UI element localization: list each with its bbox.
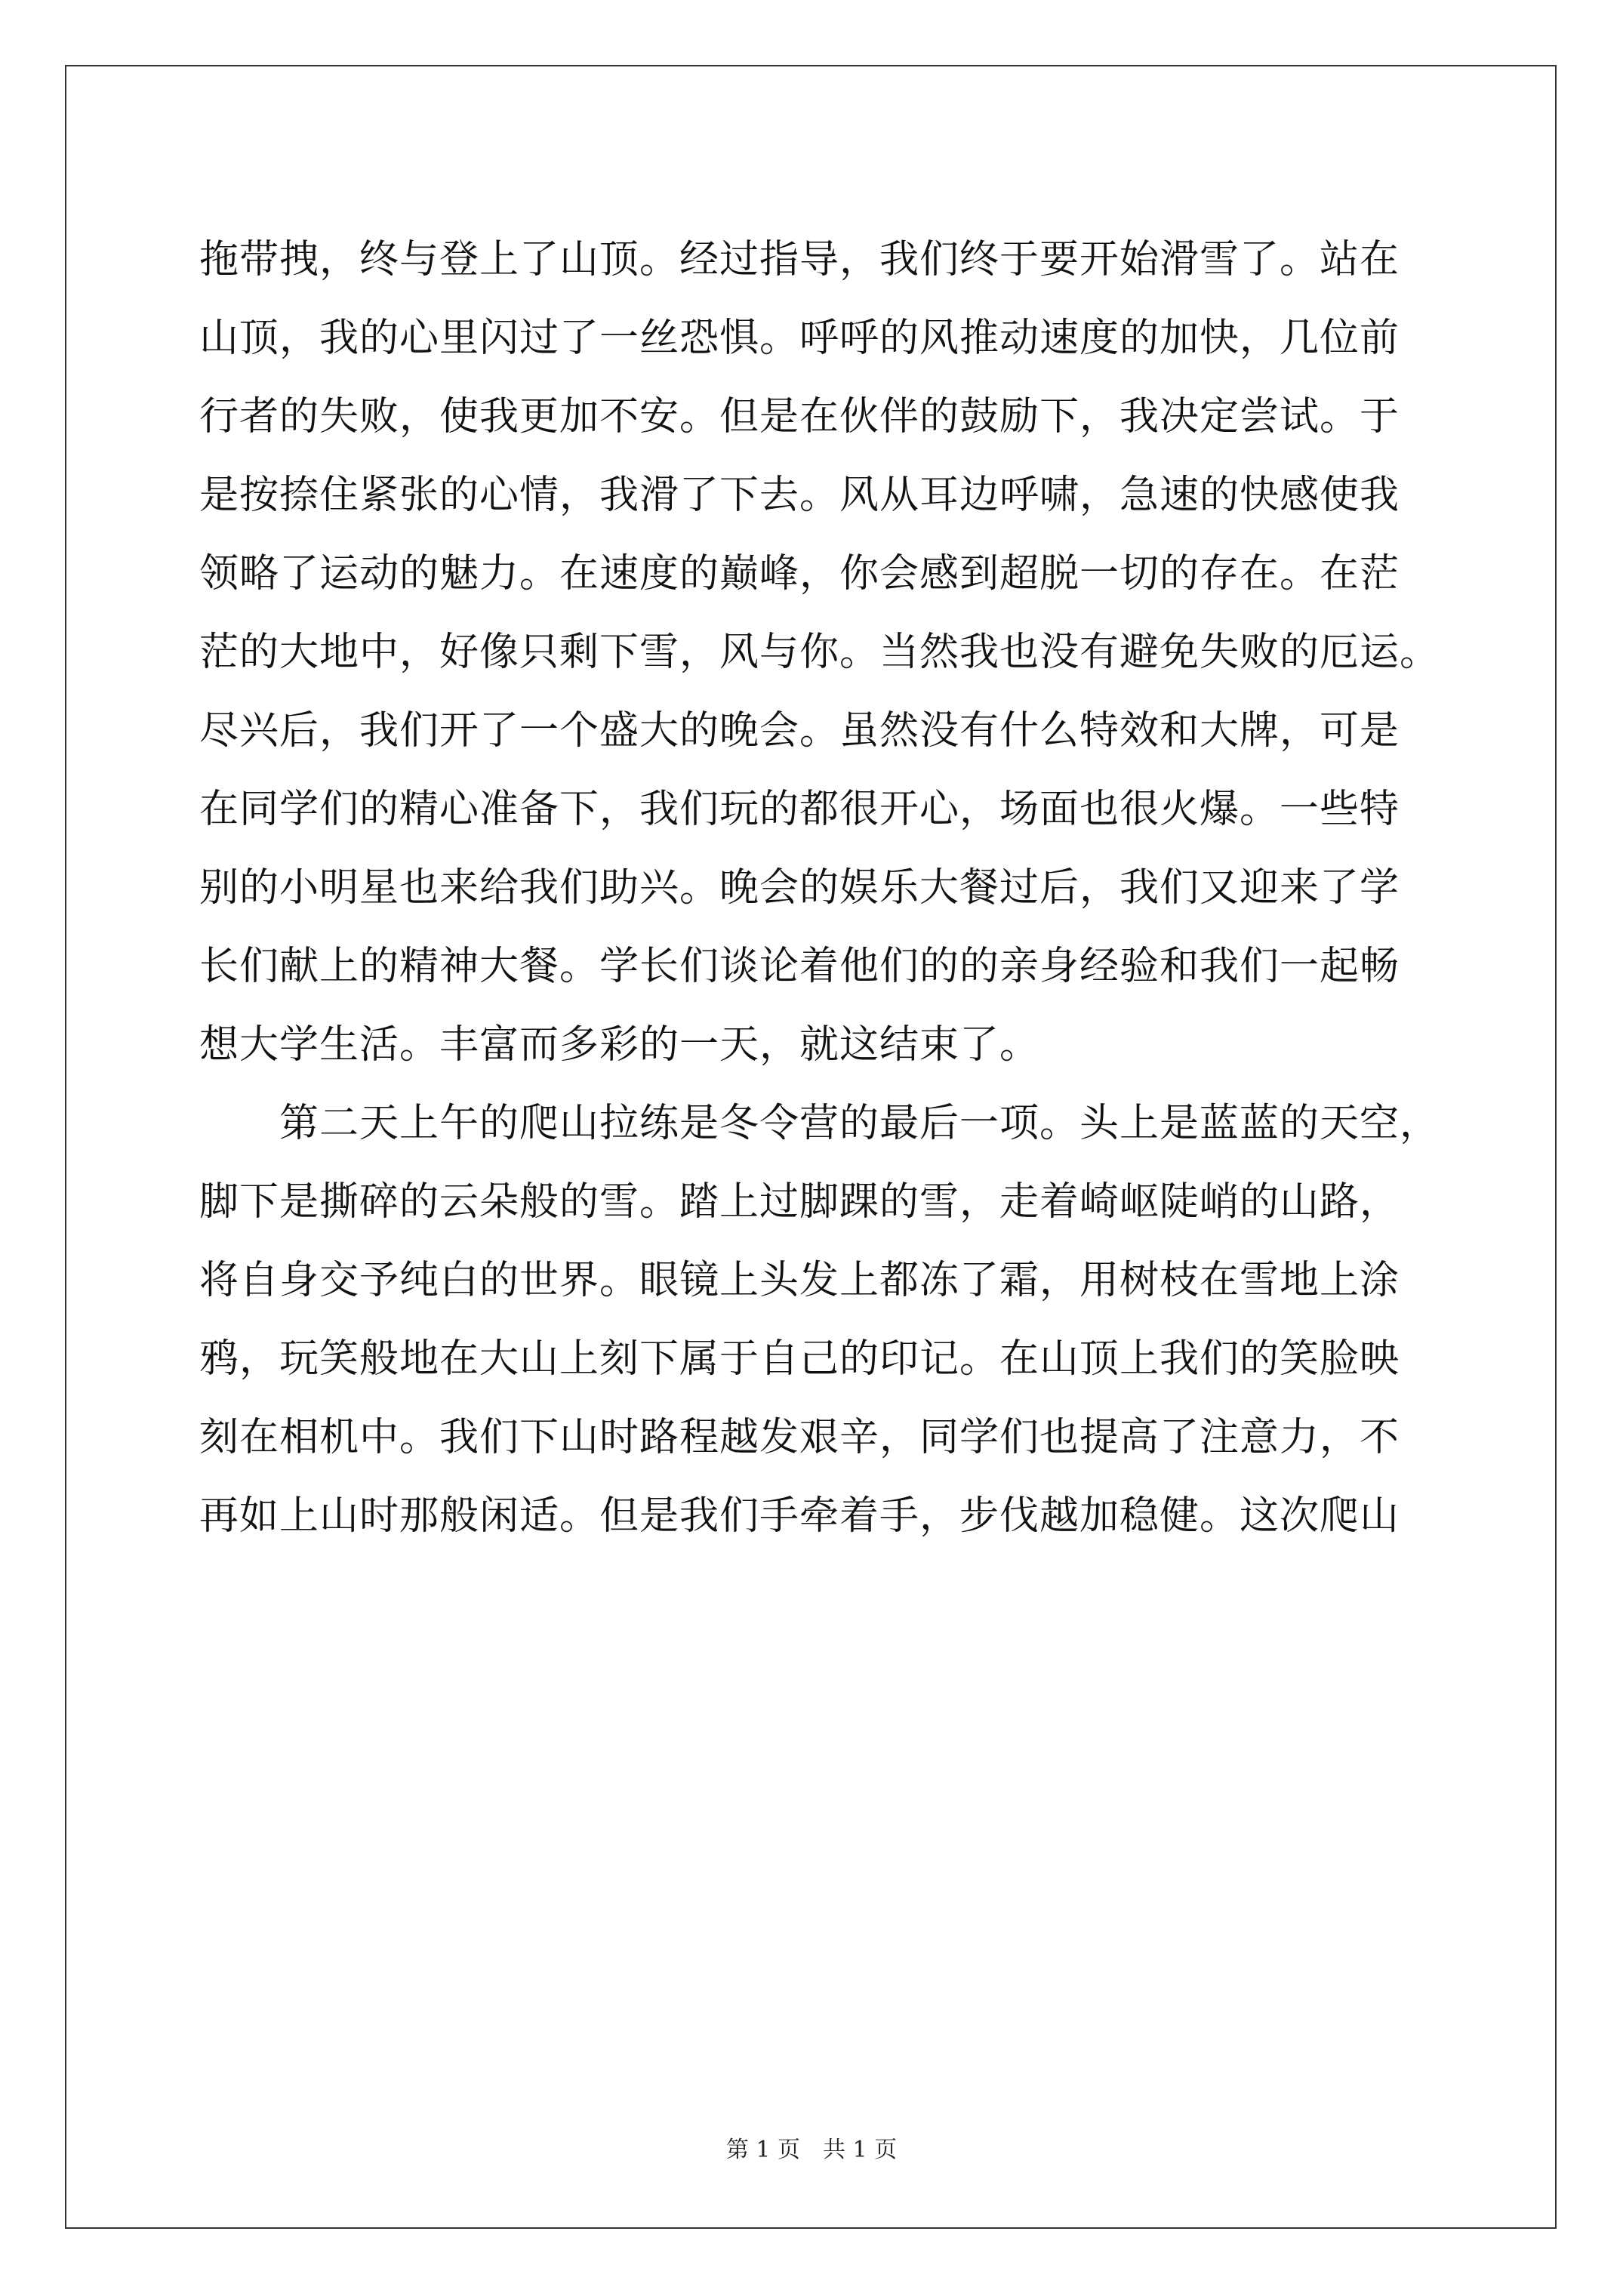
text-line: 将自身交予纯白的世界。眼镜上头发上都冻了霜，用树枝在雪地上涂 xyxy=(199,1258,1400,1303)
page-footer: 第 1 页 共 1 页 xyxy=(725,2137,898,2163)
text-line: 茫的大地中，好像只剩下雪，风与你。当然我也没有避免失败的厄运。 xyxy=(199,630,1440,675)
text-line: 行者的失败，使我更加不安。但是在伙伴的鼓励下，我决定尝试。于 xyxy=(199,394,1400,439)
text-line: 刻在相机中。我们下山时路程越发艰辛，同学们也提高了注意力，不 xyxy=(199,1415,1400,1460)
paragraph-start-line: 第二天上午的爬山拉练是冬令营的最后一项。头上是蓝蓝的天空， xyxy=(279,1101,1440,1146)
text-line: 拖带拽，终与登上了山顶。经过指导，我们终于要开始滑雪了。站在 xyxy=(199,237,1400,282)
text-line: 长们献上的精神大餐。学长们谈论着他们的的亲身经验和我们一起畅 xyxy=(199,944,1400,989)
text-line: 想大学生活。丰富而多彩的一天，就这结束了。 xyxy=(199,1022,1040,1068)
text-line: 别的小明星也来给我们助兴。晚会的娱乐大餐过后，我们又迎来了学 xyxy=(199,865,1400,911)
text-line: 尽兴后，我们开了一个盛大的晚会。虽然没有什么特效和大牌，可是 xyxy=(199,708,1400,754)
text-line: 脚下是撕碎的云朵般的雪。踏上过脚踝的雪，走着崎岖陡峭的山路， xyxy=(199,1179,1400,1225)
text-line: 再如上山时那般闲适。但是我们手牵着手，步伐越加稳健。这次爬山 xyxy=(199,1493,1400,1539)
text-line: 山顶，我的心里闪过了一丝恐惧。呼呼的风推动速度的加快，几位前 xyxy=(199,316,1400,361)
text-line: 鸦，玩笑般地在大山上刻下属于自己的印记。在山顶上我们的笑脸映 xyxy=(199,1336,1400,1382)
document-body xyxy=(199,220,1440,1555)
text-line: 在同学们的精心准备下，我们玩的都很开心，场面也很火爆。一些特 xyxy=(199,787,1400,832)
text-line: 领略了运动的魅力。在速度的巅峰，你会感到超脱一切的存在。在茫 xyxy=(199,551,1400,596)
text-line: 是按捺住紧张的心情，我滑了下去。风从耳边呼啸，急速的快感使我 xyxy=(199,473,1400,518)
